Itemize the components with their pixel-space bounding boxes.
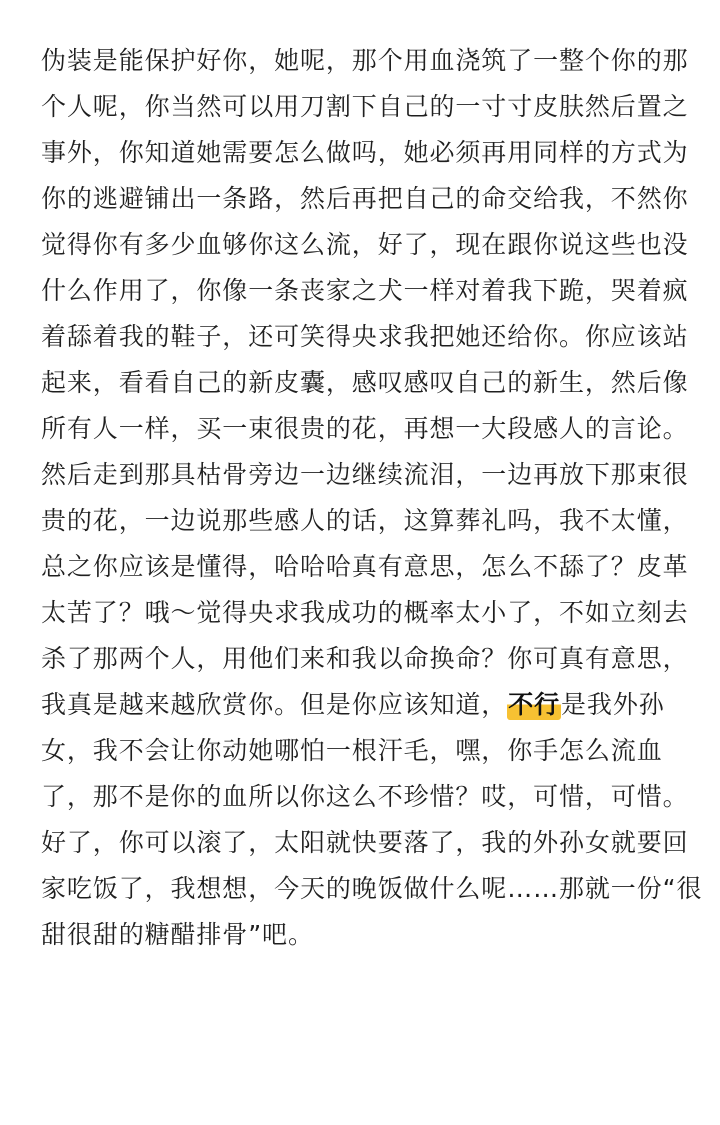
text-line-highlighted xyxy=(41,682,681,728)
text-line: 事外，你知道她需要怎么做吗，她必须再用同样的方式为 xyxy=(41,138,689,167)
text-line: 了，那不是你的血所以你这么不珍惜？哎，可惜，可惜。 xyxy=(41,782,689,811)
text-line: 觉得你有多少血够你这么流，好了，现在跟你说这些也没 xyxy=(41,230,689,259)
text-line: 然后走到那具枯骨旁边一边继续流泪，一边再放下那束很 xyxy=(41,460,689,489)
text-line: 所有人一样，买一束很贵的花，再想一大段感人的言论。 xyxy=(41,414,689,443)
text-line: 女，我不会让你动她哪怕一根汗毛，嘿，你手怎么流血 xyxy=(41,736,663,765)
text-line: 甜很甜的糖醋排骨”吧。 xyxy=(41,920,314,949)
text-line: 个人呢，你当然可以用刀割下自己的一寸寸皮肤然后置之 xyxy=(41,92,689,121)
text-line: 好了，你可以滚了，太阳就快要落了，我的外孙女就要回 xyxy=(41,828,689,857)
text-line: 着舔着我的鞋子，还可笑得央求我把她还给你。你应该站 xyxy=(41,322,689,351)
text-line: 伪装是能保护好你，她呢，那个用血浇筑了一整个你的那 xyxy=(41,46,689,75)
line-text-before-highlight: 我真是越来越欣赏你。但是你应该知道， xyxy=(41,690,508,719)
text-line: 太苦了？哦～觉得央求我成功的概率太小了，不如立刻去 xyxy=(41,598,689,627)
text-line: 杀了那两个人，用他们来和我以命换命？你可真有意思， xyxy=(41,644,689,673)
line-text-after-highlight: 是我外孙 xyxy=(561,690,665,719)
text-line: 什么作用了，你像一条丧家之犬一样对着我下跪，哭着疯 xyxy=(41,276,689,305)
text-line: 起来，看看自己的新皮囊，感叹感叹自己的新生，然后像 xyxy=(41,368,689,397)
text-line: 总之你应该是懂得，哈哈哈真有意思，怎么不舔了？皮革 xyxy=(41,552,689,581)
highlighted-phrase: 不行 xyxy=(508,690,561,719)
text-line: 贵的花，一边说那些感人的话，这算葬礼吗，我不太懂， xyxy=(41,506,689,535)
text-line: 你的逃避铺出一条路，然后再把自己的命交给我，不然你 xyxy=(41,184,689,213)
article-body xyxy=(41,38,703,958)
text-line: 家吃饭了，我想想，今天的晚饭做什么呢……那就一份“很 xyxy=(41,874,703,903)
